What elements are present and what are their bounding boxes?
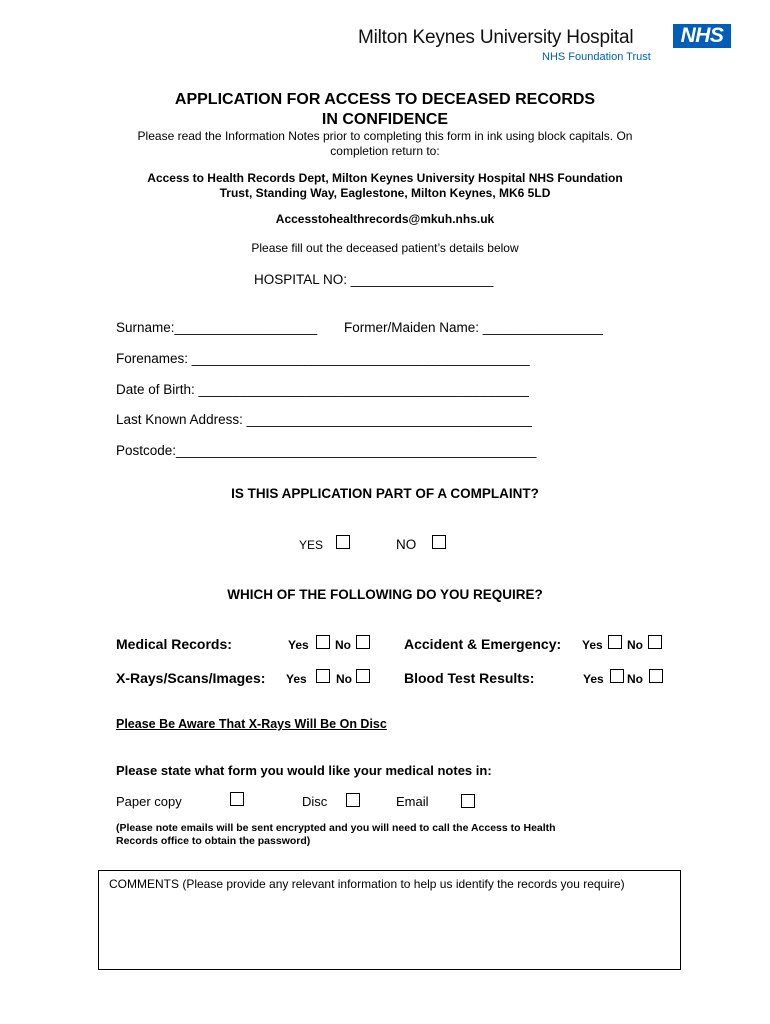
surname-field[interactable]: Surname:___________________ (116, 320, 318, 335)
intro-text-2: completion return to: (330, 144, 440, 158)
medical-no-label: No (335, 638, 351, 652)
blood-no-checkbox[interactable] (649, 669, 663, 683)
blood-test-label: Blood Test Results: (404, 670, 535, 686)
disc-checkbox[interactable] (346, 793, 360, 807)
dob-field[interactable]: Date of Birth: ____________________________________________ (116, 382, 529, 397)
blood-yes-label: Yes (583, 672, 604, 686)
xrays-no-label: No (336, 672, 352, 686)
complaint-question: IS THIS APPLICATION PART OF A COMPLAINT? (231, 486, 539, 501)
return-address: Access to Health Records Dept, Milton Keynes University Hospital NHS Foundation (147, 171, 623, 185)
paper-copy-label: Paper copy (116, 794, 182, 809)
ae-yes-label: Yes (582, 638, 603, 652)
trust-name: NHS Foundation Trust (542, 51, 651, 63)
email-label: Email (396, 794, 429, 809)
complaint-yes-checkbox[interactable] (336, 535, 350, 549)
xrays-label: X-Rays/Scans/Images: (116, 670, 266, 686)
fill-out-note: Please fill out the deceased patient’s details below (251, 241, 519, 255)
maiden-name-field[interactable]: Former/Maiden Name: ________________ (344, 320, 603, 335)
comments-box[interactable] (98, 870, 681, 970)
complaint-no-checkbox[interactable] (432, 535, 446, 549)
ae-no-checkbox[interactable] (648, 635, 662, 649)
complaint-no-label: NO (396, 537, 417, 552)
encryption-note: (Please note emails will be sent encrypted and you will need to call the Access to Health (116, 822, 556, 834)
postcode-field[interactable]: Postcode:________________________________________________ (116, 443, 537, 458)
ae-yes-checkbox[interactable] (608, 635, 622, 649)
xrays-no-checkbox[interactable] (356, 669, 370, 683)
ae-label: Accident & Emergency: (404, 636, 562, 652)
xrays-yes-label: Yes (286, 672, 307, 686)
forenames-field[interactable]: Forenames: _____________________________________________ (116, 351, 530, 366)
medical-yes-checkbox[interactable] (316, 635, 330, 649)
medical-records-label: Medical Records: (116, 636, 232, 652)
encryption-note-2: Records office to obtain the password) (116, 835, 311, 847)
paper-copy-checkbox[interactable] (230, 792, 244, 806)
blood-no-label: No (627, 672, 643, 686)
notes-form-question: Please state what form you would like your medical notes in: (116, 763, 492, 778)
form-subtitle: IN CONFIDENCE (321, 111, 449, 128)
require-question: WHICH OF THE FOLLOWING DO YOU REQUIRE? (227, 587, 543, 602)
complaint-yes-label: YES (299, 538, 324, 552)
form-title: APPLICATION FOR ACCESS TO DECEASED RECORDS (174, 91, 596, 108)
intro-text: Please read the Information Notes prior to completing this form in ink using block capitals. On (137, 129, 633, 143)
return-address-2: Trust, Standing Way, Eaglestone, Milton Keynes, MK6 5LD (219, 186, 551, 200)
hospital-name: Milton Keynes University Hospital (358, 27, 634, 48)
address-field[interactable]: Last Known Address: ______________________________________ (116, 412, 532, 427)
email-checkbox[interactable] (461, 794, 475, 808)
comments-label: COMMENTS (Please provide any relevant information to help us identify the records you require) (109, 877, 625, 891)
medical-no-checkbox[interactable] (356, 635, 370, 649)
nhs-logo: NHS (673, 24, 731, 48)
hospital-no-field[interactable]: HOSPITAL NO: ___________________ (254, 272, 494, 287)
ae-no-label: No (627, 638, 643, 652)
disc-label: Disc (302, 794, 328, 809)
xray-disc-note: Please Be Aware That X-Rays Will Be On Disc (116, 717, 387, 731)
blood-yes-checkbox[interactable] (610, 669, 624, 683)
contact-email: Accesstohealthrecords@mkuh.nhs.uk (275, 212, 495, 226)
medical-yes-label: Yes (288, 638, 309, 652)
xrays-yes-checkbox[interactable] (316, 669, 330, 683)
